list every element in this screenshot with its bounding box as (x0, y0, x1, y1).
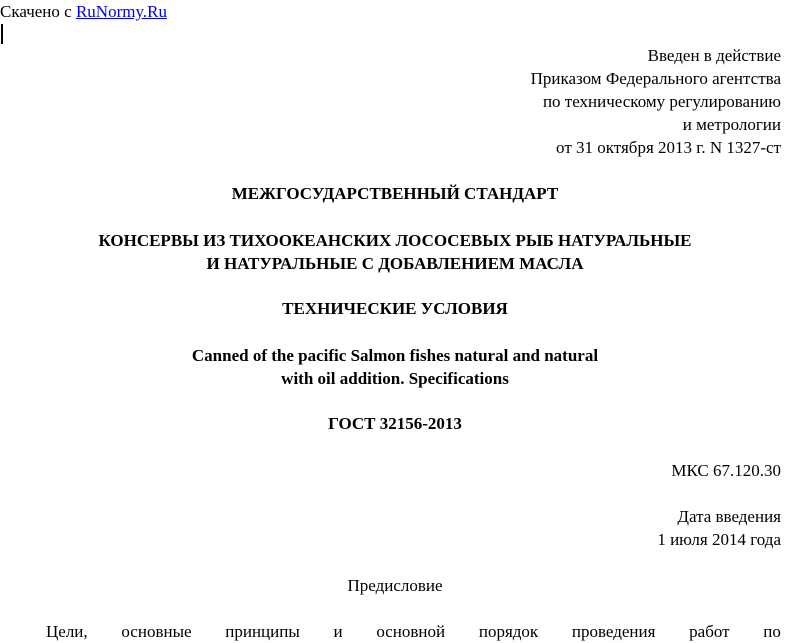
intro-date-block (657, 505, 781, 551)
site-link[interactable]: RuNormy.Ru (75, 2, 167, 21)
enactment-line: Введен в действие (647, 46, 781, 65)
foreword-word: принципы (225, 622, 300, 641)
intro-date-label: Дата введения (677, 507, 781, 526)
standard-title (0, 229, 790, 275)
foreword-word: работ (689, 622, 730, 641)
english-title (0, 344, 790, 390)
text-caret (1, 24, 3, 44)
standard-title-line: И НАТУРАЛЬНЫЕ С ДОБАВЛЕНИЕМ МАСЛА (206, 254, 584, 273)
foreword-heading-text: Предисловие (347, 576, 443, 595)
download-source-line (0, 2, 167, 22)
standard-type-text: МЕЖГОСУДАРСТВЕННЫЙ СТАНДАРТ (231, 184, 559, 203)
standard-type-title (0, 182, 790, 205)
enactment-line: Приказом Федерального агентства (530, 69, 781, 88)
foreword-heading (0, 574, 790, 597)
download-prefix: Скачено с (0, 2, 72, 21)
standard-title-line: КОНСЕРВЫ ИЗ ТИХООКЕАНСКИХ ЛОСОСЕВЫХ РЫБ НАТУРАЛЬНЫЕ (98, 231, 692, 250)
foreword-word: основные (121, 622, 192, 641)
foreword-word: проведения (571, 622, 656, 641)
enactment-line: от 31 октября 2013 г. N 1327-ст (556, 138, 781, 157)
mks-code (671, 459, 781, 482)
foreword-word: основной (376, 622, 446, 641)
enactment-line: по техническому регулированию (542, 92, 781, 111)
gost-code (0, 412, 790, 435)
english-title-line: with oil addition. Specifications (281, 369, 509, 388)
foreword-word: по (763, 622, 781, 641)
foreword-word: Цели, (46, 622, 88, 641)
standard-subtitle-text: ТЕХНИЧЕСКИЕ УСЛОВИЯ (282, 299, 508, 318)
foreword-word: порядок (478, 622, 539, 641)
gost-code-text: ГОСТ 32156-2013 (328, 414, 462, 433)
intro-date-value: 1 июля 2014 года (657, 530, 781, 549)
enactment-block (531, 44, 781, 159)
foreword-word: и (333, 622, 343, 641)
enactment-line: и метрологии (682, 115, 781, 134)
mks-code-text: МКС 67.120.30 (671, 461, 781, 480)
standard-subtitle (0, 297, 790, 320)
english-title-line: Canned of the pacific Salmon fishes natural and natural (191, 346, 599, 365)
